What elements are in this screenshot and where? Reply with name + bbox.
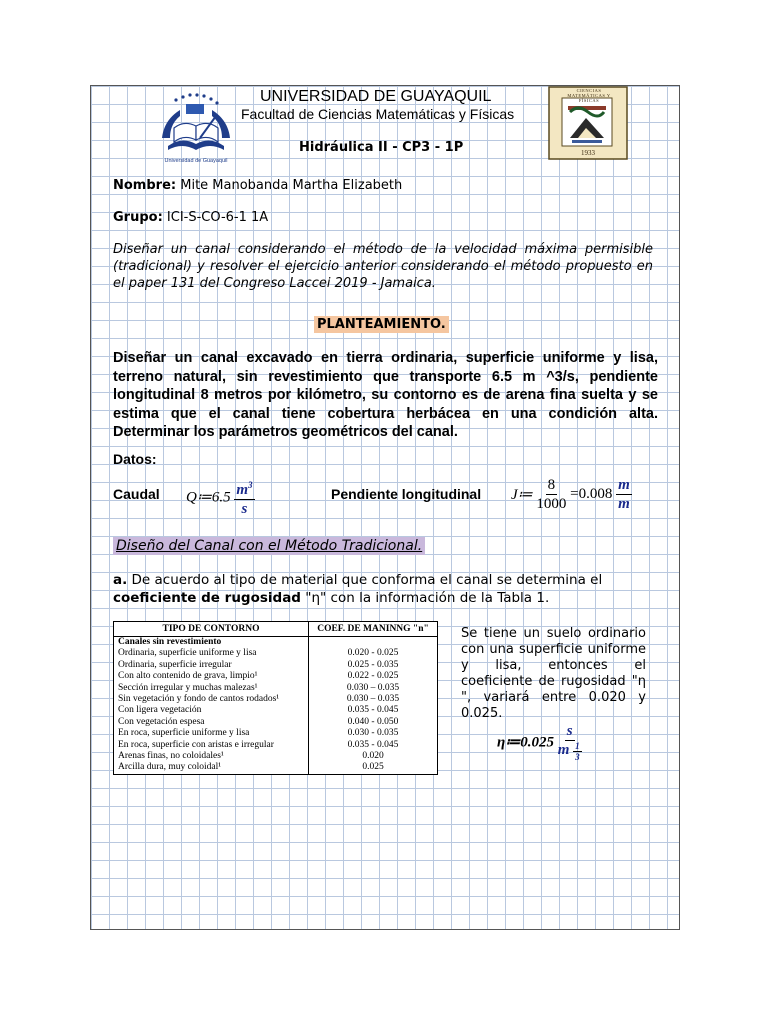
problem-statement: Diseñar un canal excavado en tierra ordinaria, superficie uniforme y lisa, terreno natural, sin revestimiento que transporte 6.5 m ^3/s, pendiente longitudinal 8 metros por kilómetro, su contorno es de arena fina suelta y se estima que el canal tiene cobertura herbácea en una condición alta. Determinar los parámetros geométricos del canal. [113, 350, 658, 440]
table-group-row [114, 637, 438, 649]
eta-unit-den: m [557, 742, 570, 758]
caudal-unit-num: m [236, 482, 249, 498]
faculty-name: Facultad de Ciencias Matemáticas y Físicas [241, 106, 515, 122]
table-row [114, 717, 438, 728]
table-cell-coef: 0.040 - 0.050 [309, 717, 438, 728]
table-cell-coef: 0.030 – 0.035 [309, 694, 438, 705]
table-row [114, 694, 438, 705]
table-row [114, 751, 438, 762]
pendiente-unit-den: m [618, 496, 630, 512]
table-row [114, 660, 438, 671]
intro-paragraph: Diseñar un canal considerando el método de la velocidad máxima permisible (tradicional) y resolver el ejercicio anterior considerando el método propuesto en el paper 131 del Congreso Laccei 2019 - Jamaica. [113, 242, 653, 291]
pendiente-label: Pendiente longitudinal [331, 486, 482, 502]
eta-unit-den-wrap [558, 741, 582, 762]
table-cell-coef: 0.020 [309, 751, 438, 762]
table-cell-coef: 0.022 - 0.025 [309, 671, 438, 682]
pendiente-fraction [536, 476, 566, 513]
table-header-contorno: TIPO DE CONTORNO [114, 622, 309, 637]
pendiente-formula [511, 476, 632, 513]
table-cell-contorno: Arenas finas, no coloidales¹ [114, 751, 309, 762]
table-cell-coef: 0.030 - 0.035 [309, 728, 438, 739]
table-cell-contorno: Sin vegetación y fondo de cantos rodados¹ [114, 694, 309, 705]
faculty-logo-text: CIENCIAS MATEMÁTICAS Y FÍSICAS [567, 88, 611, 103]
table-cell-contorno: En roca, superficie uniforme y lisa [114, 728, 309, 739]
table-cell-coef: 0.025 [309, 762, 438, 774]
nombre-line [113, 178, 402, 193]
planteamiento-heading: PLANTEAMIENTO. [314, 316, 449, 333]
pendiente-unit-num: m [618, 477, 630, 493]
paragraph-a-bold: coeficiente de rugosidad [113, 590, 301, 606]
pendiente-num: 8 [547, 477, 556, 493]
table-row [114, 648, 438, 659]
table-cell-coef: 0.035 - 0.045 [309, 705, 438, 716]
pendiente-result: =0.008 [570, 486, 613, 502]
pendiente-den: 1000 [536, 496, 567, 512]
faculty-logo-year: 1933 [581, 149, 595, 157]
pendiente-unit [616, 476, 632, 513]
manning-table [113, 621, 438, 775]
table-cell-contorno: En roca, superficie con aristas e irregular [114, 740, 309, 751]
grupo-value: ICI-S-CO-6-1 1A [166, 210, 269, 225]
table-cell-contorno: Con ligera vegetación [114, 705, 309, 716]
paragraph-a-prefix: a. [113, 572, 128, 588]
table-row [114, 671, 438, 682]
table-cell-contorno: Ordinaria, superficie irregular [114, 660, 309, 671]
nombre-value: Mite Manobanda Martha Elizabeth [180, 178, 403, 193]
caudal-unit [234, 476, 254, 518]
university-logo [156, 90, 236, 168]
table-header-coef: COEF. DE MANINNG "n" [309, 622, 438, 637]
method-title: Diseño del Canal con el Método Tradicional. [113, 537, 425, 555]
eta-exp-num: 1 [575, 741, 580, 751]
table-cell-contorno: Con alto contenido de grava, limpio¹ [114, 671, 309, 682]
eta-lhs: η≔0.025 [497, 734, 554, 751]
table-row [114, 683, 438, 694]
eta-exp [573, 741, 582, 762]
table-row [114, 762, 438, 774]
side-explanation: Se tiene un suelo ordinario con una superficie uniforme y lisa, entonces el coeficiente de rugosidad "η ", variará entre 0.020 y 0.025. [461, 626, 646, 721]
eta-unit [558, 722, 582, 762]
eta-exp-den: 3 [575, 752, 580, 762]
table-cell-coef: 0.025 - 0.035 [309, 660, 438, 671]
grupo-line [113, 210, 268, 225]
logo-caption: Universidad de Guayaquil [164, 158, 228, 164]
faculty-logo [548, 86, 628, 160]
table-cell-coef: 0.030 – 0.035 [309, 683, 438, 694]
paragraph-a-text2: "η" con la información de la Tabla 1. [300, 590, 550, 606]
course-title: Hidráulica II - CP3 - 1P [299, 140, 464, 155]
pendiente-lhs: J≔ [511, 487, 533, 503]
table-cell-contorno: Ordinaria, superficie uniforme y lisa [114, 648, 309, 659]
table-row [114, 740, 438, 751]
caudal-formula [186, 476, 255, 518]
table-row [114, 705, 438, 716]
paragraph-a-text1: De acuerdo al tipo de material que conforma el canal se determina el [127, 572, 603, 588]
grupo-label: Grupo: [113, 210, 163, 225]
datos-label: Datos: [113, 451, 157, 467]
table-cell-contorno: Con vegetación espesa [114, 717, 309, 728]
nombre-label: Nombre: [113, 178, 177, 193]
table-group-label: Canales sin revestimiento [114, 637, 309, 649]
table-row [114, 728, 438, 739]
caudal-unit-den: s [241, 501, 248, 517]
table-cell-coef: 0.035 - 0.045 [309, 740, 438, 751]
caudal-lhs: Q≔6.5 [186, 489, 231, 506]
caudal-unit-exp: 3 [248, 480, 253, 490]
caudal-label: Caudal [113, 486, 160, 502]
paragraph-a [113, 571, 658, 607]
eta-formula [497, 722, 582, 762]
table-cell-contorno: Sección irregular y muchas malezas¹ [114, 683, 309, 694]
university-logo-icon [156, 90, 236, 168]
table-cell-coef: 0.020 - 0.025 [309, 648, 438, 659]
eta-unit-num: s [566, 723, 573, 739]
university-name: UNIVERSIDAD DE GUAYAQUIL [260, 88, 492, 105]
table-cell-contorno: Arcilla dura, muy coloidal¹ [114, 762, 309, 774]
